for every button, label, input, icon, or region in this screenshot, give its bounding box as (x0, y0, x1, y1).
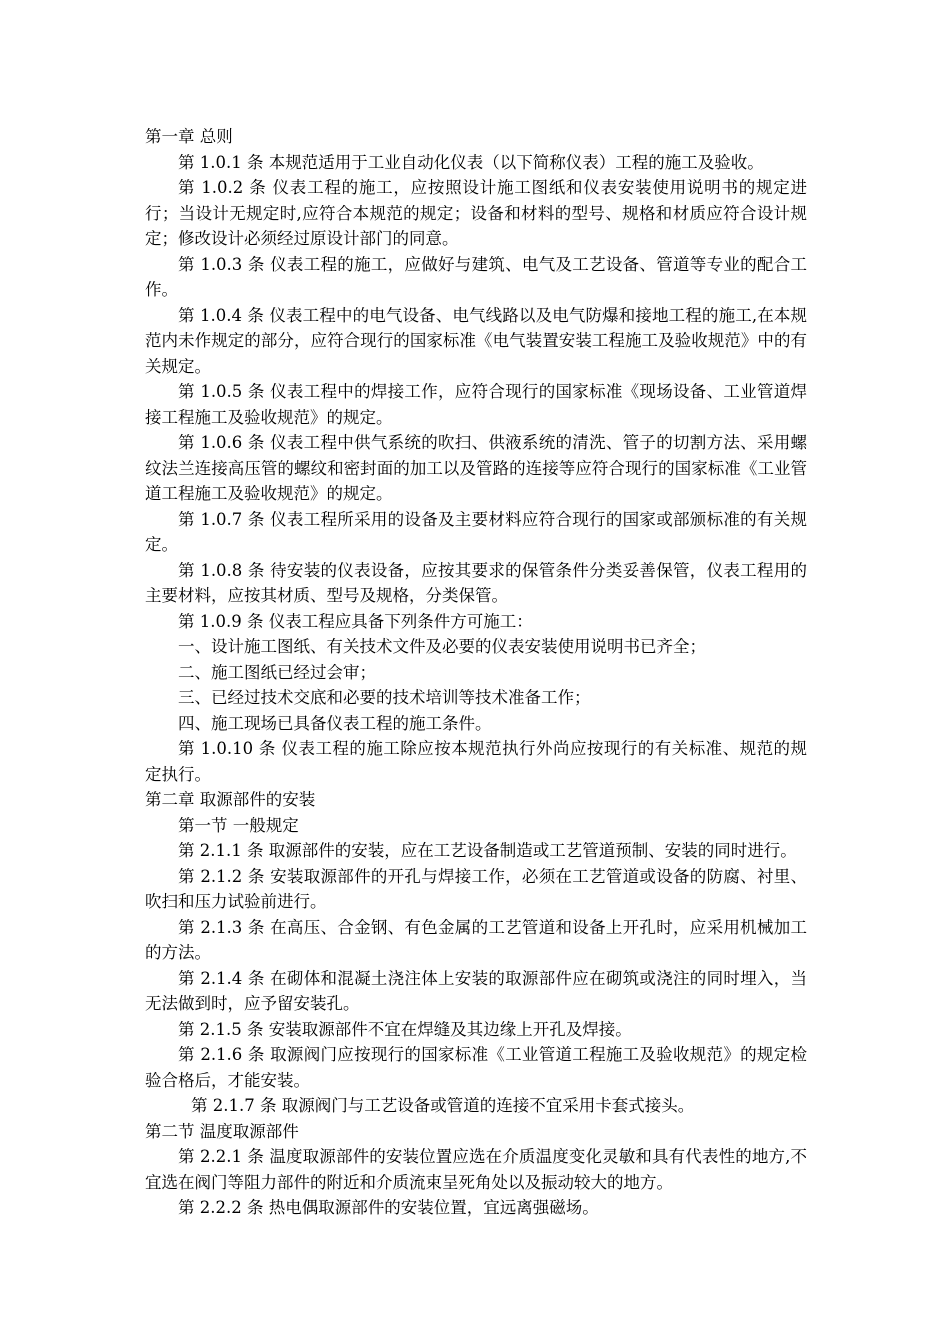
clause-2-1-4: 第 2.1.4 条 在砌体和混凝土浇注体上安装的取源部件应在砌筑或浇注的同时埋入，当无法做到时，应予留安装孔。 (145, 968, 807, 1013)
section-2-2-heading: 第二节 温度取源部件 (145, 1121, 299, 1141)
clause-1-0-8: 第 1.0.8 条 待安装的仪表设备，应按其要求的保管条件分类妥善保管，仪表工程用的主要材料，应按其材质、型号及规格，分类保管。 (145, 560, 807, 605)
chapter-2-heading: 第二章 取源部件的安装 (145, 790, 316, 809)
list-item-2: 二、施工图纸已经过会审； (178, 662, 376, 682)
list-item-4: 四、施工现场已具备仪表工程的施工条件。 (178, 713, 492, 733)
clause-1-0-4: 第 1.0.4 条 仪表工程中的电气设备、电气线路以及电气防爆和接地工程的施工,在本规范内未作规定的部分，应符合现行的国家标准《电气装置安装工程施工及验收规范》中的有关规定。 (145, 305, 807, 376)
clause-2-1-5: 第 2.1.5 条 安装取源部件不宜在焊缝及其边缘上开孔及焊接。 (178, 1019, 632, 1039)
clause-2-2-1: 第 2.2.1 条 温度取源部件的安装位置应选在介质温度变化灵敏和具有代表性的地方,不宜选在阀门等阻力部件的附近和介质流束呈死角处以及振动较大的地方。 (145, 1147, 807, 1192)
clause-2-1-3: 第 2.1.3 条 在高压、合金钢、有色金属的工艺管道和设备上开孔时，应采用机械加工的方法。 (145, 917, 807, 962)
list-item-1: 一、设计施工图纸、有关技术文件及必要的仪表安装使用说明书已齐全； (178, 637, 706, 656)
clause-1-0-9: 第 1.0.9 条 仪表工程应具备下列条件方可施工： (178, 611, 533, 631)
clause-1-0-3: 第 1.0.3 条 仪表工程的施工，应做好与建筑、电气及工艺设备、管道等专业的配合工作。 (145, 254, 807, 299)
section-2-1-heading: 第一节 一般规定 (178, 815, 299, 835)
clause-1-0-7: 第 1.0.7 条 仪表工程所采用的设备及主要材料应符合现行的国家或部颁标准的有关规定。 (145, 509, 807, 554)
clause-2-1-7: 第 2.1.7 条 取源阀门与工艺设备或管道的连接不宜采用卡套式接头。 (191, 1096, 695, 1115)
clause-1-0-2: 第 1.0.2 条 仪表工程的施工，应按照设计施工图纸和仪表安装使用说明书的规定进行；当设计无规定时,应符合本规范的规定；设备和材料的型号、规格和材质应符合设计规定；修改设计必须经过原设计部门的同意。 (145, 178, 807, 248)
clause-1-0-1: 第 1.0.1 条 本规范适用于工业自动化仪表（以下简称仪表）工程的施工及验收。 (178, 152, 764, 172)
clause-2-1-1: 第 2.1.1 条 取源部件的安装，应在工艺设备制造或工艺管道预制、安装的同时进行。 (178, 841, 797, 860)
clause-2-1-6: 第 2.1.6 条 取源阀门应按现行的国家标准《工业管道工程施工及验收规范》的规定检验合格后，才能安装。 (145, 1045, 807, 1090)
clause-1-0-5: 第 1.0.5 条 仪表工程中的焊接工作，应符合现行的国家标准《现场设备、工业管道焊接工程施工及验收规范》的规定。 (145, 382, 807, 427)
document-body (145, 124, 807, 1221)
clause-1-0-10: 第 1.0.10 条 仪表工程的施工除应按本规范执行外尚应按现行的有关标准、规范的规定执行。 (145, 739, 807, 784)
list-item-3: 三、已经过技术交底和必要的技术培训等技术准备工作； (178, 688, 591, 707)
clause-2-2-2: 第 2.2.2 条 热电偶取源部件的安装位置，宜远离强磁场。 (178, 1198, 599, 1217)
chapter-1-heading: 第一章 总则 (145, 127, 233, 146)
clause-1-0-6: 第 1.0.6 条 仪表工程中供气系统的吹扫、供液系统的清洗、管子的切割方法、采用螺纹法兰连接高压管的螺纹和密封面的加工以及管路的连接等应符合现行的国家标准《工业管道工程施工及验收规范》的规定。 (145, 433, 807, 503)
clause-2-1-2: 第 2.1.2 条 安装取源部件的开孔与焊接工作，必须在工艺管道或设备的防腐、衬里、吹扫和压力试验前进行。 (145, 866, 807, 911)
